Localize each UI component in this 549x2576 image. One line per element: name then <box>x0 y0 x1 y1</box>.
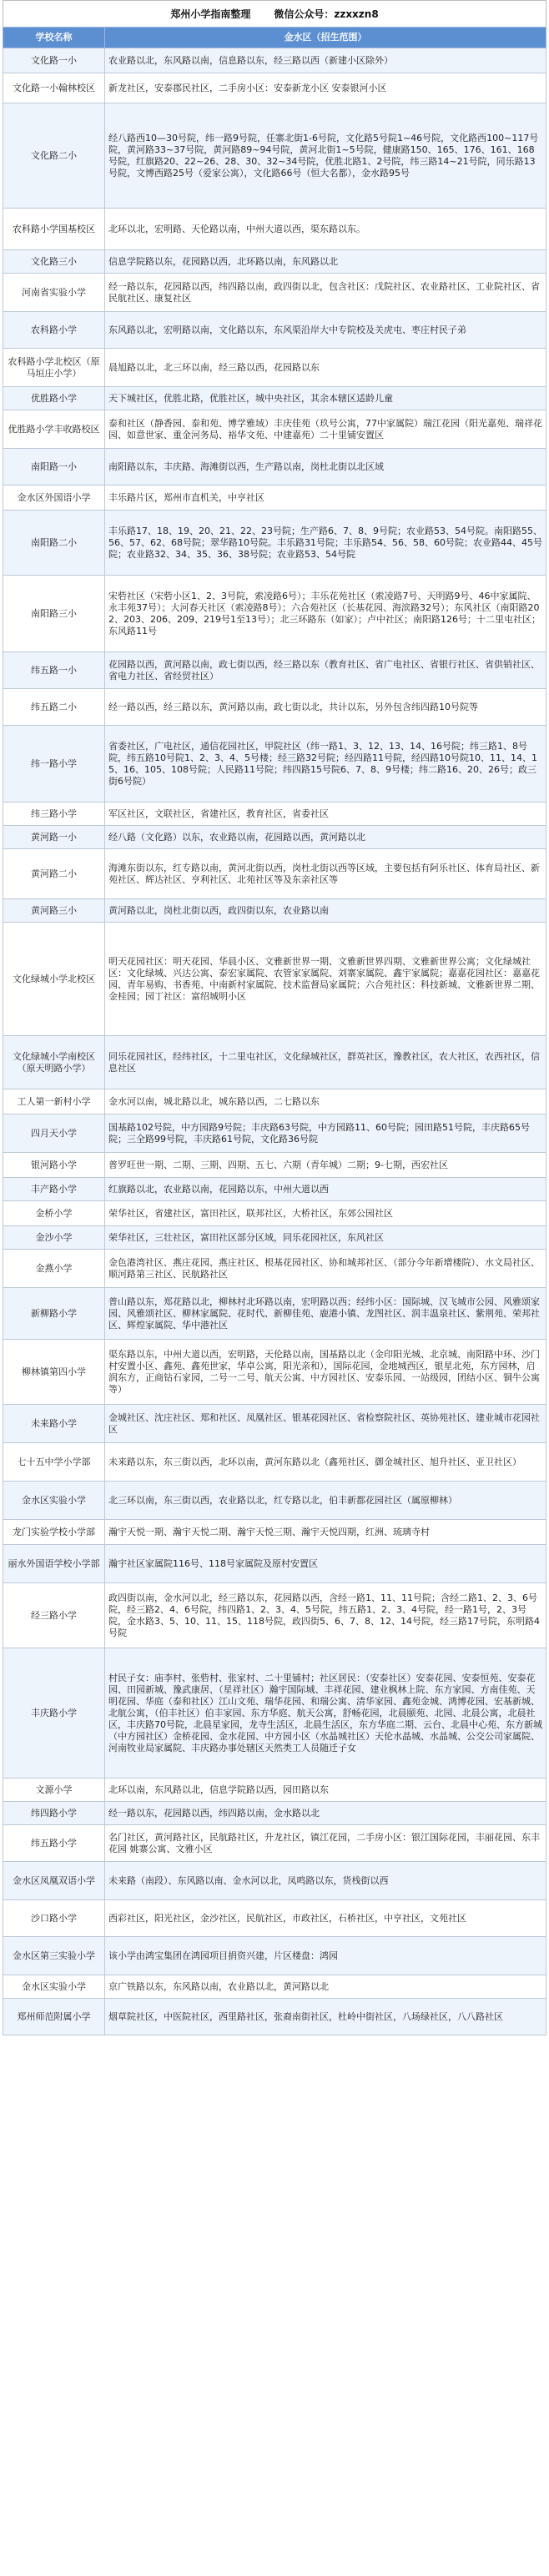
enrollment-range-cell: 北环以北，宏明路、天伦路以南，中州大道以西，渠东路以东。 <box>105 209 546 250</box>
table-row <box>3 1443 546 1482</box>
table-row <box>3 726 546 802</box>
school-name-cell: 黄河路三小 <box>3 899 105 923</box>
table-row <box>3 312 546 349</box>
column-header-range: 金水区（招生范围） <box>105 28 546 48</box>
enrollment-range-cell: 丰乐路17、18、19、20、21、22、23号院；生产路6、7、8、9号院；农业路53、54号院。南阳路55、56、57、62、68号院；翠华路10号院。丰乐路31号院；丰乐路54、56、58、60号院；农业路44、45号院；农业路32、34、35、36、38号院；农业路53、54号院 <box>105 511 546 576</box>
table-row <box>3 1405 546 1443</box>
school-name-cell: 文化路三小 <box>3 250 105 274</box>
school-name-cell: 优胜路小学 <box>3 387 105 410</box>
enrollment-range-cell: 宋砦社区（宋砦小区1、2、3号院，索凌路6号）；丰乐花苑社区（索凌路7号、天明路9号、46中家属院、永丰苑37号）；大河春天社区（索凌路8号）；六合苑社区（长基花园、海滨路32号）；东风社区（南阳路202、203、206、209、219号1至13号）；北三环路东（如家）；卢中社区；南阳路126号；十二里屯社区；东风路11号 <box>105 576 546 652</box>
table-row <box>3 1937 546 1975</box>
school-name-cell: 纬五路二小 <box>3 689 105 726</box>
school-name-cell: 南阳路二小 <box>3 511 105 576</box>
school-name-cell: 农科路小学国基校区 <box>3 209 105 250</box>
table-row <box>3 802 546 826</box>
school-name-cell: 经三路小学 <box>3 1583 105 1648</box>
table-row <box>3 1975 546 1999</box>
school-name-cell: 七十五中学小学部 <box>3 1443 105 1482</box>
school-name-cell: 农科路小学北校区（原马垣庄小学） <box>3 349 105 387</box>
enrollment-range-cell: 该小学由鸿宝集团在鸿园项目捐资兴建，片区楼盘：鸿园 <box>105 1937 546 1975</box>
school-name-cell: 新柳路小学 <box>3 1288 105 1340</box>
enrollment-range-cell: 西彩社区，阳光社区，金沙社区，民航社区，市政社区，石桥社区，中亨社区，文苑社区 <box>105 1900 546 1937</box>
table-row <box>3 250 546 274</box>
table-body <box>3 48 546 2035</box>
table-row <box>3 576 546 652</box>
column-header-school: 学校名称 <box>3 28 105 48</box>
table-row <box>3 1999 546 2035</box>
table-row <box>3 73 546 103</box>
enrollment-range-cell: 黄河路以北，岗杜北街以西，政四街以东，农业路以南 <box>105 899 546 923</box>
school-name-cell: 丰庆路小学 <box>3 1648 105 1779</box>
school-name-cell: 沙口路小学 <box>3 1900 105 1937</box>
enrollment-range-cell: 晨旭路以北，北三环以南，经三路以西，花园路以东 <box>105 349 546 387</box>
school-name-cell: 黄河路二小 <box>3 849 105 899</box>
school-table <box>3 27 546 2035</box>
table-row <box>3 1648 546 1779</box>
enrollment-range-cell: 省委社区，广电社区，通信花园社区，甲院社区（纬一路1、3、12、13、14、16号院；纬三路1、8号院，纬五路10号院1、2、3、4、5号楼；经三路32号院；经四路11号院，经四路10号院10、11、14、15、16、105、108号院；人民路11号院；纬四路15号院6、7、8、9号楼；纬二路16、20、26号；政三街6号院） <box>105 726 546 802</box>
table-row <box>3 1779 546 1802</box>
table-row <box>3 511 546 576</box>
school-name-cell: 河南省实验小学 <box>3 274 105 312</box>
enrollment-range-cell: 花园路以西，黄河路以南，政七街以西，经三路以东（教育社区、省广电社区、省银行社区、省供销社区、省电力社区、省经贸社区） <box>105 652 546 689</box>
table-row <box>3 274 546 312</box>
table-row <box>3 1862 546 1900</box>
enrollment-range-cell: 经一路以东，花园路以西，纬四路以南，政四街以北，包含社区：戊院社区、农业路社区、工业院社区、省民航社区、康复社区 <box>105 274 546 312</box>
school-name-cell: 文源小学 <box>3 1779 105 1802</box>
school-name-cell: 文化路一小翰林校区 <box>3 73 105 103</box>
school-name-cell: 龙门实验学校小学部 <box>3 1520 105 1545</box>
school-name-cell: 文化绿城小学北校区 <box>3 923 105 1036</box>
school-name-cell: 南阳路三小 <box>3 576 105 652</box>
enrollment-range-cell: 红旗路以北，农业路以南，花园路以东，中州大道以西 <box>105 1178 546 1201</box>
table-row <box>3 48 546 73</box>
school-name-cell: 金水区外国语小学 <box>3 486 105 511</box>
enrollment-range-cell: 经一路以东，花园路以西，纬四路以南，金水路以北 <box>105 1802 546 1825</box>
enrollment-range-cell: 新龙社区，安泰郡民社区，二手房小区：安泰新龙小区 安泰银河小区 <box>105 73 546 103</box>
school-name-cell: 纬五路一小 <box>3 652 105 689</box>
table-row <box>3 1036 546 1089</box>
school-name-cell: 金水区第三实验小学 <box>3 1937 105 1975</box>
enrollment-range-cell: 金水河以南，城北路以北，城东路以西，二七路以东 <box>105 1089 546 1114</box>
enrollment-range-cell: 瀚宇天悦一期、瀚宇天悦二期、瀚宇天悦三期、瀚宇天悦四期，红洲、琉璃寺村 <box>105 1520 546 1545</box>
enrollment-range-cell: 荣华社区，省建社区，富田社区，联邦社区，大桥社区，东郊公园社区 <box>105 1201 546 1226</box>
school-name-cell: 金水区实验小学 <box>3 1975 105 1999</box>
school-name-cell: 郑州师范附属小学 <box>3 1999 105 2035</box>
table-row <box>3 1153 546 1178</box>
page <box>3 0 546 2035</box>
table-row <box>3 349 546 387</box>
table-row <box>3 1825 546 1862</box>
enrollment-range-cell: 海滩东街以东，红专路以南，黄河北街以西，岗杜北街以西等区域，主要包括有阿乐社区、体育局社区、新苑社区、辉达社区、亨利社区、北苑社区等及东亲社区等 <box>105 849 546 899</box>
enrollment-range-cell: 北三环以南，东三街以西，农业路以北，红专路以北，伯丰新都花园社区（属原柳林） <box>105 1482 546 1520</box>
page-header <box>3 0 546 27</box>
school-name-cell: 柳林镇第四小学 <box>3 1340 105 1405</box>
table-header-row <box>3 28 546 48</box>
enrollment-range-cell: 金城社区、沈庄社区、郑和社区、凤凰社区、银基花园社区、省检察院社区、英协苑社区、建业城市花园社区 <box>105 1405 546 1443</box>
enrollment-range-cell: 经八路（文化路）以东，农业路以南，花园路以西，黄河路以北 <box>105 826 546 849</box>
table-row <box>3 1226 546 1250</box>
school-name-cell: 文化路二小 <box>3 103 105 209</box>
table-row <box>3 1545 546 1583</box>
table-row <box>3 449 546 486</box>
enrollment-range-cell: 丰乐路片区，郑州市直机关，中亨社区 <box>105 486 546 511</box>
enrollment-range-cell: 渠东路以东，中州大道以西，宏明路，天伦路以南，国基路以北（金印阳光城、北京城、南阳路中环、沙门村安置小区、鑫苑、鑫苑世家，华卓公寓，阳光亲和），国际花园，金地城西区，银星北苑，东方园林，启润东方，正商钻石家园，二号一二号、航天公寓、中方园社区、安泰乐园、一站级园，团结小区、铜牛公寓等） <box>105 1340 546 1405</box>
enrollment-range-cell: 荣华社区，三壮社区，富田社区部分区域，同乐花园社区，东风社区 <box>105 1226 546 1250</box>
school-name-cell: 金桥小学 <box>3 1201 105 1226</box>
enrollment-range-cell: 金色港湾社区、燕庄花园、燕庄社区、根基花园社区、协和城邦社区、（部分今年新增楼院）、水文局社区、顺河路第三社区、民航路社区 <box>105 1250 546 1288</box>
enrollment-range-cell: 经一路以西，经三路以东，黄河路以南，政七街以北，共计以东，另外包含纬四路10号院等 <box>105 689 546 726</box>
table-row <box>3 1250 546 1288</box>
school-name-cell: 南阳路一小 <box>3 449 105 486</box>
school-name-cell: 丰产路小学 <box>3 1178 105 1201</box>
table-row <box>3 1201 546 1226</box>
school-name-cell: 优胜路小学丰收路校区 <box>3 410 105 449</box>
table-row <box>3 410 546 449</box>
enrollment-range-cell: 东风路以北，宏明路以南，文化路以东，东风渠沿岸大中专院校及关虎屯、枣庄村民子弟 <box>105 312 546 349</box>
enrollment-range-cell: 普罗旺世一期、二期、三期、四期、五七、六期（青年城）二期；9-七期，西宏社区 <box>105 1153 546 1178</box>
table-row <box>3 1340 546 1405</box>
table-row <box>3 1482 546 1520</box>
enrollment-range-cell: 名门社区，黄河路社区，民航路社区，升龙社区，镇江花园，二手房小区：银江国际花园，丰丽花园、东丰花园 姚寨公寓、文雅小区 <box>105 1825 546 1862</box>
school-name-cell: 四月天小学 <box>3 1114 105 1153</box>
enrollment-range-cell: 京广铁路以东，东风路以南，农业路以北，黄河路以北 <box>105 1975 546 1999</box>
table-row <box>3 1900 546 1937</box>
table-row <box>3 923 546 1036</box>
enrollment-range-cell: 天下城社区，优胜北路，优胜社区，城中央社区，其余本辖区适龄儿童 <box>105 387 546 410</box>
enrollment-range-cell: 明天花园社区：明天花园、华晨小区、文雅新世界一期、文雅新世界四期、文雅新世界公寓；文化绿城社区：文化绿城、兴达公寓、泰宏家属院、农管家家属院、刘寨家属院、鑫宇家属院；嘉嘉花园社区：嘉嘉花园、青年易购、书香苑、中南新村家属院、技术监督局家属院；六合苑社区：科技新城、文雅新世界二期、金桂园；园丁社区：富绍城明小区 <box>105 923 546 1036</box>
table-row <box>3 1114 546 1153</box>
enrollment-range-cell: 国基路102号院，中方园路9号院；丰庆路63号院，中方园路11、60号院；园田路51号院，丰庆路65号院；三全路99号院，丰庆路61号院，文化路36号院 <box>105 1114 546 1153</box>
school-name-cell: 黄河路一小 <box>3 826 105 849</box>
school-name-cell: 金沙小学 <box>3 1226 105 1250</box>
school-name-cell: 金燕小学 <box>3 1250 105 1288</box>
enrollment-range-cell: 农业路以北，东风路以南，信息路以东，经三路以西（新建小区除外） <box>105 48 546 73</box>
table-row <box>3 826 546 849</box>
enrollment-range-cell: 北环以南，东风路以北，信息学院路以西，园田路以东 <box>105 1779 546 1802</box>
table-row <box>3 652 546 689</box>
school-name-cell: 工人第一新村小学 <box>3 1089 105 1114</box>
school-name-cell: 文化路一小 <box>3 48 105 73</box>
enrollment-range-cell: 同乐花园社区，经纬社区，十二里屯社区，文化绿城社区，群英社区，豫教社区，农大社区，农西社区，信息社区 <box>105 1036 546 1089</box>
table-row <box>3 689 546 726</box>
school-name-cell: 银河路小学 <box>3 1153 105 1178</box>
header-title: 郑州小学指南整理 <box>170 8 251 20</box>
school-name-cell: 金水区凤凰双语小学 <box>3 1862 105 1900</box>
table-row <box>3 1089 546 1114</box>
school-name-cell: 纬五路小学 <box>3 1825 105 1862</box>
school-name-cell: 纬一路小学 <box>3 726 105 802</box>
school-name-cell: 农科路小学 <box>3 312 105 349</box>
header-wechat: 微信公众号：zzxxzn8 <box>274 8 379 20</box>
enrollment-range-cell: 村民子女：庙李村、张砦村、张家村、二十里铺村；社区居民：（安泰社区）安泰花园、安泰恒苑、安泰花园、田园新城、豫武康居、（星祥社区）瀚宇国际城、丰祥花园、建业枫林上院、东方家园、方南佳苑、天明花园、华庭（泰和社区）江山文苑、瑞华花园、和瑞公寓、清华家园、鑫苑金城、鸿博花园、宏基新城、北航公寓，（伯丰社区）伯丰家园、东方华庭、航天公寓，舒畅花园，北晨颐苑、北园、北晨公寓，北晨社区，丰庆路70号院，北晨星家园，龙寺生活区，北晨生活区，东方华庭二期、云台、北晨中心苑、东方新城（中方园社区）金桥花园、金水花园、中方园小区（水晶城社区）天伦水晶城、水晶城、公交公司家属院、河南牧业局家属院、丰庆路办事处辖区天然类工人员随迁子女 <box>105 1648 546 1779</box>
table-row <box>3 849 546 899</box>
enrollment-range-cell: 经八路西10—30号院，纬一路9号院，任寨北街1-6号院，文化路5号院1~46号院，文化路西100~117号院，黄河路33~37号院，黄河路89~94号院，黄河北街1~5号院，健康路150、165、176、161、168号院，红旗路20、22~26、28、30、32~34号院，优胜北路1、2号院，纬三路14~21号院，同乐路13号院，文博西路25号（爱家公寓），文化路66号（恒大名都），金水路95号 <box>105 103 546 209</box>
enrollment-range-cell: 未来路以东，东三街以西，北环以南，黄河东路以北（鑫苑社区、御金城社区、旭升社区、亚卫社区） <box>105 1443 546 1482</box>
enrollment-range-cell: 政四街以南，金水河以北，经三路以东，花园路以西，含经一路1、11、11号院；含经二路1、2、3、6号院，经三路2、4、6号院，纬四路1、2、3、4、5号院，纬五路1、2、3、4号院，经一路1号，2、3号院，金水路3、5、10、11、15、118号院，政四街5、6、7、8、12、14号院，经三路17号院，东明路4号院 <box>105 1583 546 1648</box>
table-row <box>3 1520 546 1545</box>
table-row <box>3 486 546 511</box>
school-name-cell: 丽水外国语学校小学部 <box>3 1545 105 1583</box>
table-row <box>3 1288 546 1340</box>
enrollment-range-cell: 瀚宇社区家属院116号、118号家属院及原村安置区 <box>105 1545 546 1583</box>
enrollment-range-cell: 未来路（南段）、东风路以南、金水河以北，凤鸣路以东，货栈街以西 <box>105 1862 546 1900</box>
enrollment-range-cell: 普山路以东，郑花路以北，柳林村北环路以南，宏明路以西；经纬小区：国际城、汉飞城市公园、风雅颂家园、风雅颂社区、柳林家属院、花时代、新柳佳苑、鹿港小镇、龙图社区、润丰温泉社区、紫荆苑、荣邦社区、辉煌家属院、华中港社区 <box>105 1288 546 1340</box>
enrollment-range-cell: 烟草院社区，中医院社区，西里路社区，张裔南街社区，杜岭中街社区，八场绿社区，八八路社区 <box>105 1999 546 2035</box>
table-row <box>3 899 546 923</box>
school-name-cell: 文化绿城小学南校区（原天明路小学） <box>3 1036 105 1089</box>
enrollment-range-cell: 泰和社区（静香园、泰和苑、博学雅域）丰庆佳苑（玖号公寓，77中家属院）瑞江花园（阳光嘉苑、瑞祥花园、如意世家、重金河务局、裕华文苑、中建嘉苑）二十里铺安置区 <box>105 410 546 449</box>
school-name-cell: 金水区实验小学 <box>3 1482 105 1520</box>
table-row <box>3 387 546 410</box>
table-row <box>3 103 546 209</box>
table-row <box>3 209 546 250</box>
table-row <box>3 1583 546 1648</box>
school-name-cell: 纬四路小学 <box>3 1802 105 1825</box>
table-row <box>3 1802 546 1825</box>
table-row <box>3 1178 546 1201</box>
school-name-cell: 未来路小学 <box>3 1405 105 1443</box>
enrollment-range-cell: 南阳路以东，丰庆路、海滩街以西，生产路以南，岗杜北街以北区域 <box>105 449 546 486</box>
enrollment-range-cell: 军区社区，文联社区，省建社区，教育社区，省委社区 <box>105 802 546 826</box>
enrollment-range-cell: 信息学院路以东，花园路以西，北环路以南，东风路以北 <box>105 250 546 274</box>
school-name-cell: 纬三路小学 <box>3 802 105 826</box>
